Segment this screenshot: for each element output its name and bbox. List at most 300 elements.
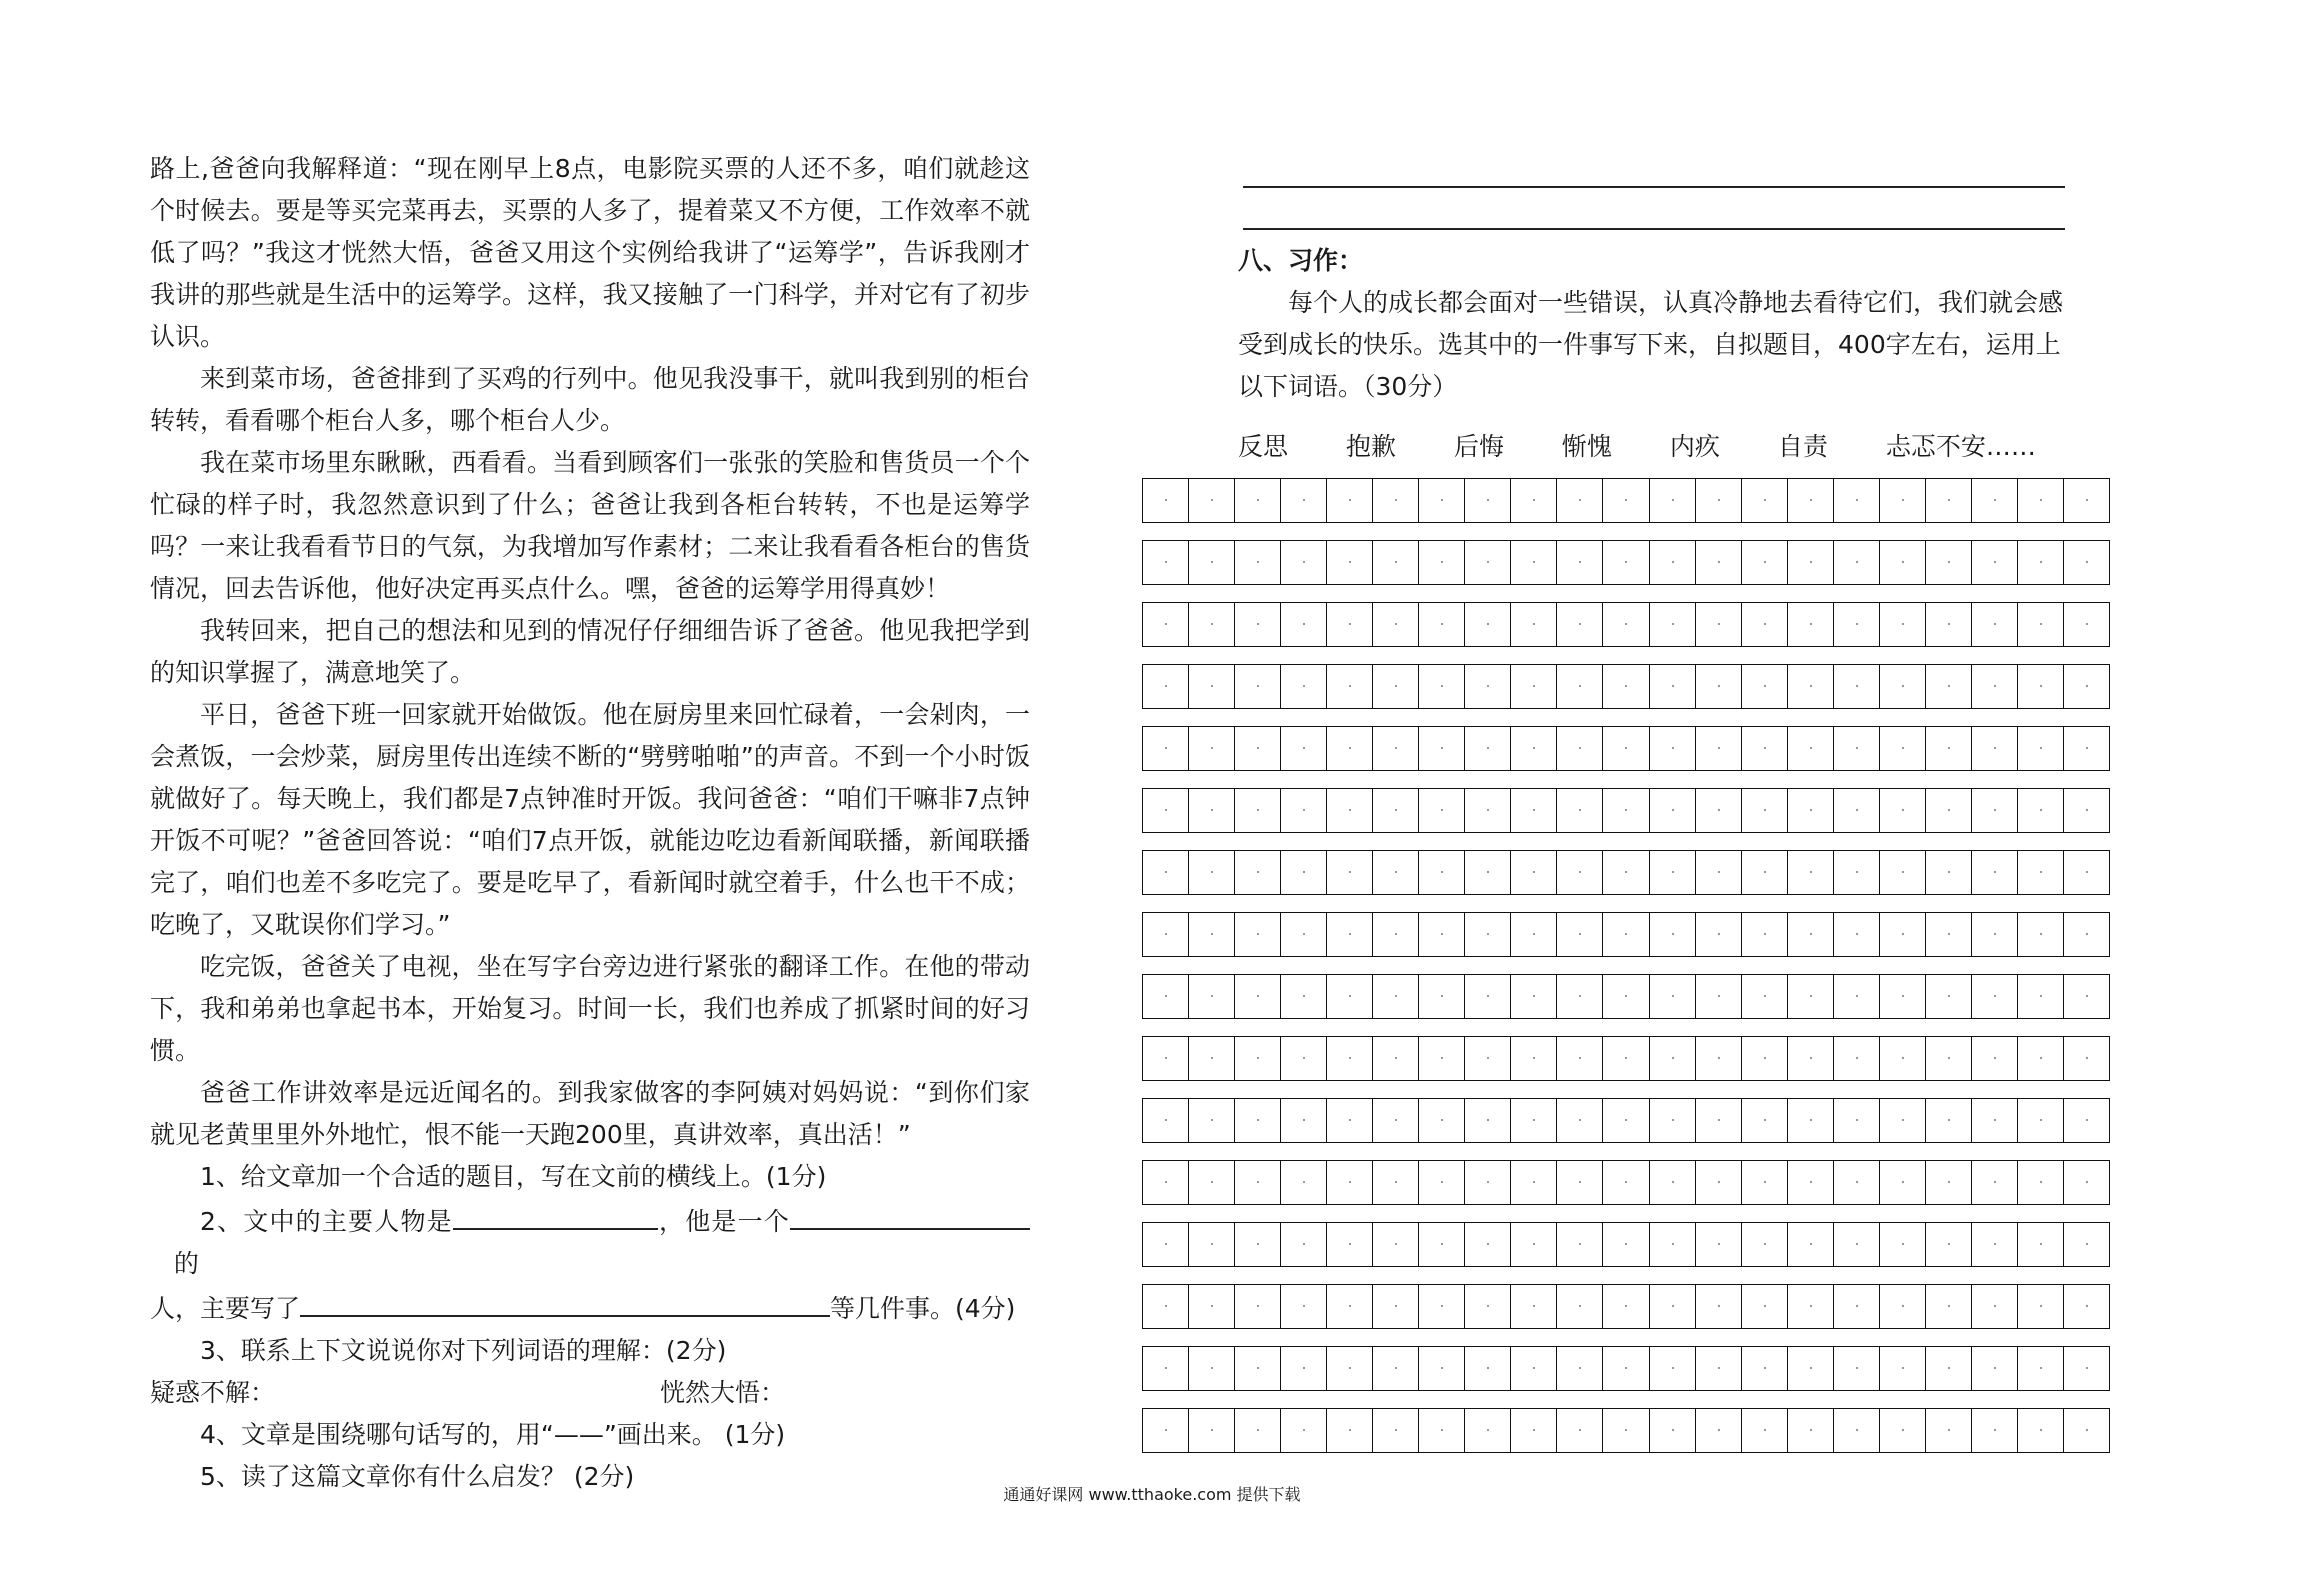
grid-cell[interactable] — [1372, 1098, 1418, 1143]
grid-cell[interactable] — [2017, 1160, 2063, 1205]
grid-cell[interactable] — [1556, 1098, 1602, 1143]
grid-cell[interactable] — [1649, 1098, 1695, 1143]
grid-cell[interactable] — [1280, 1036, 1326, 1081]
grid-cell[interactable] — [1787, 850, 1833, 895]
grid-cell[interactable] — [1372, 1346, 1418, 1391]
grid-cell[interactable] — [1741, 1036, 1787, 1081]
grid-cell[interactable] — [1833, 540, 1879, 585]
grid-cell[interactable] — [1741, 1408, 1787, 1453]
grid-cell[interactable] — [1879, 912, 1925, 957]
grid-cell[interactable] — [1787, 602, 1833, 647]
grid-cell[interactable] — [1556, 540, 1602, 585]
grid-cell[interactable] — [1188, 540, 1234, 585]
grid-cell[interactable] — [1741, 1346, 1787, 1391]
grid-cell[interactable] — [1418, 850, 1464, 895]
grid-cell[interactable] — [1556, 478, 1602, 523]
grid-cell[interactable] — [2063, 1346, 2110, 1391]
grid-cell[interactable] — [1833, 1222, 1879, 1267]
grid-cell[interactable] — [1326, 1284, 1372, 1329]
grid-cell[interactable] — [1695, 664, 1741, 709]
grid-cell[interactable] — [1787, 1036, 1833, 1081]
grid-cell[interactable] — [1326, 850, 1372, 895]
grid-cell[interactable] — [1787, 726, 1833, 771]
grid-cell[interactable] — [1787, 540, 1833, 585]
grid-cell[interactable] — [2017, 664, 2063, 709]
grid-cell[interactable] — [1971, 788, 2017, 833]
grid-cell[interactable] — [1741, 912, 1787, 957]
grid-cell[interactable] — [1925, 1222, 1971, 1267]
grid-cell[interactable] — [1833, 1284, 1879, 1329]
grid-cell[interactable] — [1326, 602, 1372, 647]
grid-cell[interactable] — [2063, 850, 2110, 895]
grid-cell[interactable] — [1234, 1098, 1280, 1143]
grid-cell[interactable] — [1372, 726, 1418, 771]
grid-cell[interactable] — [1556, 1222, 1602, 1267]
grid-cell[interactable] — [2063, 726, 2110, 771]
grid-cell[interactable] — [1695, 850, 1741, 895]
grid-cell[interactable] — [1280, 1160, 1326, 1205]
grid-cell[interactable] — [1142, 1036, 1188, 1081]
grid-cell[interactable] — [1649, 726, 1695, 771]
grid-cell[interactable] — [1372, 974, 1418, 1019]
grid-cell[interactable] — [1787, 664, 1833, 709]
grid-cell[interactable] — [1510, 1408, 1556, 1453]
grid-cell[interactable] — [1326, 1160, 1372, 1205]
grid-cell[interactable] — [1326, 974, 1372, 1019]
grid-cell[interactable] — [1418, 912, 1464, 957]
grid-cell[interactable] — [1234, 602, 1280, 647]
grid-cell[interactable] — [1372, 912, 1418, 957]
grid-cell[interactable] — [2017, 1222, 2063, 1267]
grid-cell[interactable] — [1879, 1408, 1925, 1453]
grid-cell[interactable] — [1280, 602, 1326, 647]
grid-cell[interactable] — [1879, 478, 1925, 523]
grid-cell[interactable] — [1464, 850, 1510, 895]
grid-cell[interactable] — [1741, 1284, 1787, 1329]
grid-cell[interactable] — [1142, 850, 1188, 895]
grid-cell[interactable] — [1234, 1222, 1280, 1267]
grid-cell[interactable] — [1510, 974, 1556, 1019]
grid-cell[interactable] — [1142, 1222, 1188, 1267]
grid-cell[interactable] — [1418, 788, 1464, 833]
grid-cell[interactable] — [1418, 1408, 1464, 1453]
grid-cell[interactable] — [1787, 1222, 1833, 1267]
grid-cell[interactable] — [1649, 602, 1695, 647]
grid-cell[interactable] — [2063, 788, 2110, 833]
grid-cell[interactable] — [1971, 1036, 2017, 1081]
grid-cell[interactable] — [1649, 1160, 1695, 1205]
grid-cell[interactable] — [1602, 1346, 1648, 1391]
grid-cell[interactable] — [1695, 1284, 1741, 1329]
grid-cell[interactable] — [1787, 1098, 1833, 1143]
grid-cell[interactable] — [1602, 1408, 1648, 1453]
grid-cell[interactable] — [1787, 1160, 1833, 1205]
grid-cell[interactable] — [1418, 602, 1464, 647]
grid-cell[interactable] — [1464, 726, 1510, 771]
grid-cell[interactable] — [1925, 1036, 1971, 1081]
grid-cell[interactable] — [1602, 912, 1648, 957]
grid-cell[interactable] — [1649, 974, 1695, 1019]
grid-cell[interactable] — [1649, 1222, 1695, 1267]
grid-cell[interactable] — [1971, 1284, 2017, 1329]
grid-cell[interactable] — [1280, 912, 1326, 957]
grid-cell[interactable] — [1372, 1222, 1418, 1267]
grid-cell[interactable] — [1649, 478, 1695, 523]
grid-cell[interactable] — [1971, 1408, 2017, 1453]
grid-cell[interactable] — [1556, 664, 1602, 709]
grid-cell[interactable] — [1418, 1284, 1464, 1329]
grid-cell[interactable] — [1556, 912, 1602, 957]
grid-cell[interactable] — [1510, 788, 1556, 833]
grid-cell[interactable] — [1510, 1222, 1556, 1267]
grid-cell[interactable] — [1741, 602, 1787, 647]
grid-cell[interactable] — [2063, 912, 2110, 957]
grid-cell[interactable] — [2017, 726, 2063, 771]
grid-cell[interactable] — [1372, 788, 1418, 833]
grid-cell[interactable] — [1971, 1346, 2017, 1391]
grid-cell[interactable] — [1418, 1346, 1464, 1391]
grid-cell[interactable] — [1234, 478, 1280, 523]
grid-cell[interactable] — [1787, 788, 1833, 833]
grid-cell[interactable] — [1879, 1036, 1925, 1081]
grid-cell[interactable] — [1556, 1346, 1602, 1391]
grid-cell[interactable] — [1925, 912, 1971, 957]
grid-cell[interactable] — [1326, 1098, 1372, 1143]
grid-cell[interactable] — [1372, 540, 1418, 585]
grid-cell[interactable] — [1372, 1408, 1418, 1453]
grid-cell[interactable] — [1280, 1284, 1326, 1329]
grid-cell[interactable] — [1464, 788, 1510, 833]
grid-cell[interactable] — [1464, 540, 1510, 585]
grid-cell[interactable] — [1556, 602, 1602, 647]
grid-cell[interactable] — [1326, 540, 1372, 585]
grid-cell[interactable] — [1556, 788, 1602, 833]
grid-cell[interactable] — [1188, 1346, 1234, 1391]
grid-cell[interactable] — [1925, 974, 1971, 1019]
grid-cell[interactable] — [1925, 540, 1971, 585]
grid-cell[interactable] — [2017, 478, 2063, 523]
grid-cell[interactable] — [1971, 912, 2017, 957]
grid-cell[interactable] — [1510, 602, 1556, 647]
title-answer-line[interactable] — [1243, 228, 2065, 230]
grid-cell[interactable] — [1602, 1160, 1648, 1205]
grid-cell[interactable] — [2063, 1160, 2110, 1205]
grid-cell[interactable] — [1602, 1036, 1648, 1081]
grid-cell[interactable] — [1556, 1408, 1602, 1453]
grid-cell[interactable] — [1602, 1222, 1648, 1267]
grid-cell[interactable] — [2017, 540, 2063, 585]
grid-cell[interactable] — [1188, 1284, 1234, 1329]
grid-cell[interactable] — [1188, 478, 1234, 523]
grid-cell[interactable] — [1418, 540, 1464, 585]
grid-cell[interactable] — [1787, 912, 1833, 957]
grid-cell[interactable] — [1741, 664, 1787, 709]
grid-cell[interactable] — [1879, 1098, 1925, 1143]
grid-cell[interactable] — [1234, 850, 1280, 895]
grid-cell[interactable] — [1879, 850, 1925, 895]
grid-cell[interactable] — [2017, 1346, 2063, 1391]
grid-cell[interactable] — [2063, 478, 2110, 523]
grid-cell[interactable] — [2063, 974, 2110, 1019]
grid-cell[interactable] — [1510, 1346, 1556, 1391]
grid-cell[interactable] — [1879, 602, 1925, 647]
grid-cell[interactable] — [1142, 788, 1188, 833]
grid-cell[interactable] — [1833, 1408, 1879, 1453]
grid-cell[interactable] — [1142, 974, 1188, 1019]
grid-cell[interactable] — [2063, 602, 2110, 647]
grid-cell[interactable] — [1142, 1098, 1188, 1143]
grid-cell[interactable] — [1833, 912, 1879, 957]
grid-cell[interactable] — [1372, 664, 1418, 709]
grid-cell[interactable] — [2063, 664, 2110, 709]
grid-cell[interactable] — [1326, 726, 1372, 771]
grid-cell[interactable] — [1649, 540, 1695, 585]
grid-cell[interactable] — [1326, 1346, 1372, 1391]
grid-cell[interactable] — [1649, 1036, 1695, 1081]
grid-cell[interactable] — [1833, 1160, 1879, 1205]
grid-cell[interactable] — [1188, 974, 1234, 1019]
grid-cell[interactable] — [1925, 1284, 1971, 1329]
answer-blank[interactable] — [453, 1198, 658, 1230]
grid-cell[interactable] — [1879, 974, 1925, 1019]
grid-cell[interactable] — [1833, 664, 1879, 709]
grid-cell[interactable] — [1695, 1036, 1741, 1081]
grid-cell[interactable] — [1142, 1346, 1188, 1391]
grid-cell[interactable] — [1142, 478, 1188, 523]
grid-cell[interactable] — [1602, 1284, 1648, 1329]
grid-cell[interactable] — [1741, 1222, 1787, 1267]
grid-cell[interactable] — [1971, 1098, 2017, 1143]
grid-cell[interactable] — [1556, 1284, 1602, 1329]
grid-cell[interactable] — [1326, 788, 1372, 833]
grid-cell[interactable] — [1188, 1408, 1234, 1453]
grid-cell[interactable] — [1188, 788, 1234, 833]
grid-cell[interactable] — [2017, 850, 2063, 895]
grid-cell[interactable] — [1741, 478, 1787, 523]
grid-cell[interactable] — [1418, 1160, 1464, 1205]
grid-cell[interactable] — [1695, 540, 1741, 585]
grid-cell[interactable] — [1833, 788, 1879, 833]
grid-cell[interactable] — [1464, 974, 1510, 1019]
grid-cell[interactable] — [1971, 974, 2017, 1019]
grid-cell[interactable] — [2017, 788, 2063, 833]
grid-cell[interactable] — [1280, 1346, 1326, 1391]
grid-cell[interactable] — [1649, 1346, 1695, 1391]
grid-cell[interactable] — [2063, 1284, 2110, 1329]
grid-cell[interactable] — [1510, 912, 1556, 957]
grid-cell[interactable] — [1326, 478, 1372, 523]
grid-cell[interactable] — [1188, 1160, 1234, 1205]
grid-cell[interactable] — [1602, 664, 1648, 709]
grid-cell[interactable] — [1556, 974, 1602, 1019]
grid-cell[interactable] — [2017, 602, 2063, 647]
grid-cell[interactable] — [1556, 1036, 1602, 1081]
grid-cell[interactable] — [2017, 1098, 2063, 1143]
grid-cell[interactable] — [1142, 602, 1188, 647]
grid-cell[interactable] — [1925, 664, 1971, 709]
grid-cell[interactable] — [1418, 726, 1464, 771]
grid-cell[interactable] — [1925, 850, 1971, 895]
grid-cell[interactable] — [1971, 478, 2017, 523]
grid-cell[interactable] — [1464, 1408, 1510, 1453]
grid-cell[interactable] — [1925, 726, 1971, 771]
grid-cell[interactable] — [1326, 1408, 1372, 1453]
grid-cell[interactable] — [1326, 664, 1372, 709]
grid-cell[interactable] — [1879, 726, 1925, 771]
grid-cell[interactable] — [1234, 540, 1280, 585]
grid-cell[interactable] — [1879, 1346, 1925, 1391]
grid-cell[interactable] — [1188, 602, 1234, 647]
grid-cell[interactable] — [1649, 788, 1695, 833]
grid-cell[interactable] — [1787, 478, 1833, 523]
grid-cell[interactable] — [1280, 788, 1326, 833]
grid-cell[interactable] — [1280, 726, 1326, 771]
grid-cell[interactable] — [1142, 1408, 1188, 1453]
grid-cell[interactable] — [1372, 1284, 1418, 1329]
grid-cell[interactable] — [1234, 726, 1280, 771]
grid-cell[interactable] — [1925, 1346, 1971, 1391]
grid-cell[interactable] — [1464, 1036, 1510, 1081]
grid-cell[interactable] — [1372, 1036, 1418, 1081]
grid-cell[interactable] — [1741, 974, 1787, 1019]
grid-cell[interactable] — [1418, 664, 1464, 709]
grid-cell[interactable] — [1142, 540, 1188, 585]
grid-cell[interactable] — [1188, 1222, 1234, 1267]
grid-cell[interactable] — [1971, 602, 2017, 647]
grid-cell[interactable] — [1833, 1098, 1879, 1143]
grid-cell[interactable] — [1188, 912, 1234, 957]
grid-cell[interactable] — [1649, 912, 1695, 957]
grid-cell[interactable] — [1464, 1222, 1510, 1267]
grid-cell[interactable] — [2063, 1098, 2110, 1143]
grid-cell[interactable] — [1142, 912, 1188, 957]
grid-cell[interactable] — [2063, 1408, 2110, 1453]
grid-cell[interactable] — [1464, 478, 1510, 523]
grid-cell[interactable] — [1971, 540, 2017, 585]
grid-cell[interactable] — [2017, 1408, 2063, 1453]
grid-cell[interactable] — [1833, 478, 1879, 523]
grid-cell[interactable] — [1741, 1160, 1787, 1205]
grid-cell[interactable] — [1971, 1222, 2017, 1267]
grid-cell[interactable] — [1741, 726, 1787, 771]
grid-cell[interactable] — [1879, 788, 1925, 833]
grid-cell[interactable] — [1879, 1284, 1925, 1329]
grid-cell[interactable] — [1925, 1098, 1971, 1143]
grid-cell[interactable] — [1971, 664, 2017, 709]
grid-cell[interactable] — [1510, 540, 1556, 585]
grid-cell[interactable] — [1234, 788, 1280, 833]
grid-cell[interactable] — [1556, 850, 1602, 895]
grid-cell[interactable] — [1234, 664, 1280, 709]
grid-cell[interactable] — [1510, 1284, 1556, 1329]
grid-cell[interactable] — [1188, 664, 1234, 709]
grid-cell[interactable] — [1741, 540, 1787, 585]
grid-cell[interactable] — [1695, 1222, 1741, 1267]
title-answer-line[interactable] — [1243, 186, 2065, 188]
grid-cell[interactable] — [1925, 1408, 1971, 1453]
grid-cell[interactable] — [1464, 912, 1510, 957]
grid-cell[interactable] — [1234, 1346, 1280, 1391]
grid-cell[interactable] — [1372, 602, 1418, 647]
grid-cell[interactable] — [1879, 1222, 1925, 1267]
grid-cell[interactable] — [1372, 478, 1418, 523]
grid-cell[interactable] — [1234, 1284, 1280, 1329]
grid-cell[interactable] — [1971, 850, 2017, 895]
grid-cell[interactable] — [1833, 1036, 1879, 1081]
grid-cell[interactable] — [1280, 850, 1326, 895]
grid-cell[interactable] — [1879, 1160, 1925, 1205]
grid-cell[interactable] — [1787, 1284, 1833, 1329]
grid-cell[interactable] — [1280, 1408, 1326, 1453]
grid-cell[interactable] — [1510, 664, 1556, 709]
grid-cell[interactable] — [1787, 1408, 1833, 1453]
grid-cell[interactable] — [1602, 478, 1648, 523]
grid-cell[interactable] — [1649, 1408, 1695, 1453]
grid-cell[interactable] — [1464, 1346, 1510, 1391]
grid-cell[interactable] — [1234, 1160, 1280, 1205]
grid-cell[interactable] — [1925, 478, 1971, 523]
grid-cell[interactable] — [1649, 1284, 1695, 1329]
grid-cell[interactable] — [1464, 602, 1510, 647]
grid-cell[interactable] — [1510, 726, 1556, 771]
grid-cell[interactable] — [1142, 1160, 1188, 1205]
grid-cell[interactable] — [1142, 664, 1188, 709]
grid-cell[interactable] — [2017, 912, 2063, 957]
grid-cell[interactable] — [2017, 974, 2063, 1019]
grid-cell[interactable] — [1925, 1160, 1971, 1205]
grid-cell[interactable] — [1602, 788, 1648, 833]
grid-cell[interactable] — [1280, 664, 1326, 709]
grid-cell[interactable] — [1372, 1160, 1418, 1205]
grid-cell[interactable] — [1925, 602, 1971, 647]
grid-cell[interactable] — [1649, 850, 1695, 895]
grid-cell[interactable] — [2017, 1284, 2063, 1329]
grid-cell[interactable] — [1787, 974, 1833, 1019]
grid-cell[interactable] — [1326, 1222, 1372, 1267]
grid-cell[interactable] — [1695, 1098, 1741, 1143]
grid-cell[interactable] — [2017, 1036, 2063, 1081]
grid-cell[interactable] — [1695, 788, 1741, 833]
grid-cell[interactable] — [1188, 726, 1234, 771]
grid-cell[interactable] — [1556, 1160, 1602, 1205]
grid-cell[interactable] — [1602, 726, 1648, 771]
grid-cell[interactable] — [1280, 1098, 1326, 1143]
grid-cell[interactable] — [1280, 1222, 1326, 1267]
grid-cell[interactable] — [2063, 1036, 2110, 1081]
grid-cell[interactable] — [1234, 1408, 1280, 1453]
grid-cell[interactable] — [1280, 974, 1326, 1019]
grid-cell[interactable] — [1879, 540, 1925, 585]
grid-cell[interactable] — [1418, 974, 1464, 1019]
grid-cell[interactable] — [1142, 726, 1188, 771]
grid-cell[interactable] — [1234, 1036, 1280, 1081]
grid-cell[interactable] — [1787, 1346, 1833, 1391]
grid-cell[interactable] — [1879, 664, 1925, 709]
grid-cell[interactable] — [1510, 1036, 1556, 1081]
grid-cell[interactable] — [1602, 540, 1648, 585]
grid-cell[interactable] — [1833, 602, 1879, 647]
writing-grid[interactable] — [1142, 478, 2110, 1470]
grid-cell[interactable] — [1188, 850, 1234, 895]
grid-cell[interactable] — [1142, 1284, 1188, 1329]
grid-cell[interactable] — [2063, 540, 2110, 585]
grid-cell[interactable] — [2063, 1222, 2110, 1267]
grid-cell[interactable] — [1695, 478, 1741, 523]
grid-cell[interactable] — [1695, 1346, 1741, 1391]
grid-cell[interactable] — [1188, 1036, 1234, 1081]
grid-cell[interactable] — [1741, 788, 1787, 833]
grid-cell[interactable] — [1695, 602, 1741, 647]
